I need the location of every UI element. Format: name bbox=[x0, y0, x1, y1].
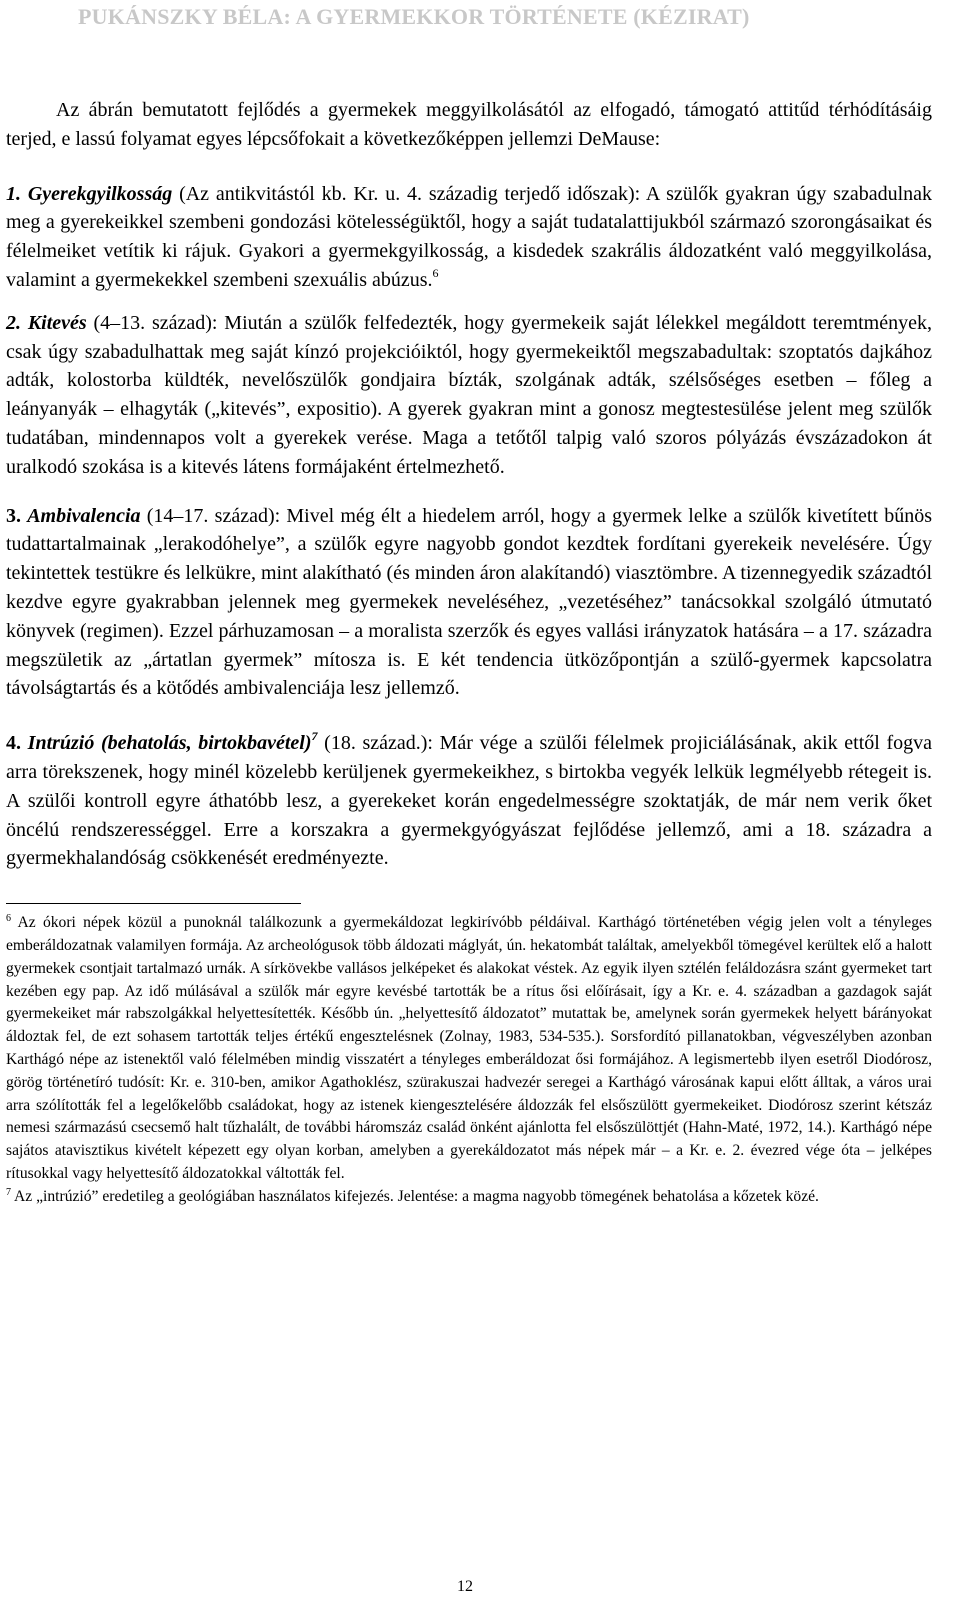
page-content bbox=[6, 96, 932, 1208]
section-4-number: 4. bbox=[6, 732, 21, 755]
section-1-period: (Az antikvitástól kb. Kr. u. 4. bbox=[179, 182, 423, 205]
section-2-paragraph bbox=[6, 309, 932, 482]
footnotes bbox=[6, 912, 932, 1208]
section-2-text: század): Miután a szülők felfedezték, hogy gyermekeik saját lélekkel megáldott teremtmények, csak úgy szabadulhattak meg saját kínzó projekcióiktól, hogy gyermekeiktől megszabadultak: szoptatós dajkához adták, kolostorba küldték, nevelőszülők gondjaira bízták, szolgának adták, szélsőséges esetben – főleg a leányanyák – elhagyták („kitevés”, expositio). A gyerek gyakran mint a gonosz megtestesülése jelent meg szülők tudatában, mindennapos volt a gyerekek verése. Maga a tetőtől talpig való szoros pólyázás évszázadokon át uralkodó szokása is a kitevés látens formájaként értelmezhető. bbox=[6, 311, 932, 478]
running-header: PUKÁNSZKY BÉLA: A GYERMEKKOR TÖRTÉNETE (KÉZIRAT) bbox=[78, 4, 750, 29]
footnote-6-text: Az ókori népek közül a punoknál találkozunk a gyermekáldozat legkirívóbb példáival. Karthágó történetében végig jelen volt a tényleges emberáldozatnak valamilyen formája. Az archeológusok több áldozati máglyát, ún. hekatombát találtak, amelyekből tömegével kerültek elő a halott gyermekek csontjait tartalmazó urnák. A sírkövekbe vallásos jelképeket és alakokat véstek. Az egyik ilyen sztélén feláldozásra szánt gyermeket tart kezében egy pap. Az idő múlásával a szülők már egyre kevésbé tartották be a rítus ősi előírásait, így a Kr. e. 4. században a gazdagok saját gyermekeiket már rabszolgákkal helyettesítették. Később ún. „helyettesítő áldozatot” mutattak be, amelynek során gyermekek helyett bárányokat áldoztak fel, de ezt sohasem tartották teljes értékű engesztelésnek (Zolnay, 1983, 534-535.). Sorsfordító pillanatokban, végveszélyben azonban Karthágó népe az istenektől való félelmében mindig visszatért a tényleges emberáldozat ősi formájához. A legismertebb ilyen esetről Diodórosz, görög történetíró tudósít: Kr. e. 310-ben, amikor Agathoklész, szürakuszai hadvezér seregei a Karthágó városának kapui előtt álltak, a város urai arra szólították fel a legelőkelőbb családokat, hogy az istenek kiengesztelésére áldozzák fel elsőszülött gyermekeiket. Diodórosz szerint kétszáz nemesi származású csecsemő halt tűzhalált, de további háromszáz család önként ajánlotta fel elsőszülöttjét (Hahn-Maté, 1972, 14.). Karthágó népe sajátos atavisztikus kivételt képezett egy olyan korban, amelyben a gyerekáldozatot más népek már – a Kr. e. 2. évezred vége óta – jelképes rítusokkal vagy helyettesítő áldozatokkal váltották fel. bbox=[6, 914, 932, 1182]
footnote-7-marker: 7 bbox=[6, 1186, 11, 1198]
section-2-term: Kitevés bbox=[27, 311, 87, 334]
section-4-period: (18. század.): bbox=[324, 732, 433, 755]
section-3-paragraph bbox=[6, 502, 932, 704]
section-2-number: 2. bbox=[6, 311, 21, 334]
footnote-ref-7: 7 bbox=[311, 729, 318, 744]
section-3-text: század): Mivel még élt a hiedelem arról, hogy a gyermek lelke a szülők kivetített bűnös tudattartalmainak „lerakodóhelye”, a szülők egyre nagyobb gondot kezdtek fordítani gyerekeik nevelésére. Úgy tekintettek testükre és lelkükre, mint alakítható (és minden áron alakítandó) viasztömbre. A tizennegyedik századtól kezdve egyre gyakrabban jelennek meg gyermekek neveléséhez, „vezetéséhez” tanácsokkal szolgáló útmutató könyvek (regimen). Ezzel párhuzamosan – a moralista szerzők és egyes vallási irányzatok hatására – a 17. századra megszületik az „ártatlan gyermek” mítosza is. E két tendencia ütközőpontján a szülő-gyermek kapcsolatra távolságtartás és a kötődés ambivalenciája lesz jellemző. bbox=[6, 504, 933, 700]
footnote-7 bbox=[6, 1186, 932, 1209]
footnote-divider bbox=[6, 903, 301, 904]
section-3-term: Ambivalencia bbox=[27, 504, 141, 527]
section-3-number: 3. bbox=[6, 504, 21, 527]
intro-paragraph: Az ábrán bemutatott fejlődés a gyermekek meggyilkolásától az elfogadó, támogató attitűd térhódításáig terjed, e lassú folyamat egyes lépcsőfokait a következőképpen jellemzi DeMause: bbox=[6, 99, 932, 150]
section-1-number: 1. bbox=[6, 182, 21, 205]
section-1-term: Gyerekgyilkosság bbox=[27, 182, 173, 205]
section-4-text: Már vége a szülői félelmek projiciálásának, akik ettől fogva arra törekszenek, hogy minél közelebb kerüljenek gyermekeikhez, s birtokba vegyék lelkük legmélyebb rétegeit is. A szülői kontroll egyre áthatóbb lesz, a gyerekeket korán engedelmességre szoktatják, de már nem verik őket öncélú rendszerességgel. Erre a korszakra a gyermekgyógyászat fejlődése jellemző, ami a 18. századra a gyermekhalandóság csökkenését eredményezte. bbox=[6, 732, 933, 870]
section-4-paragraph bbox=[6, 729, 932, 873]
section-1-paragraph bbox=[6, 180, 932, 295]
footnote-6 bbox=[6, 912, 932, 1186]
section-4-term: Intrúzió (behatolás, birtokbavétel) bbox=[27, 732, 312, 755]
section-3-period: (14–17. bbox=[146, 504, 209, 527]
footnote-ref-6: 6 bbox=[432, 265, 439, 280]
footnote-7-text: Az „intrúzió” eredetileg a geológiában használatos kifejezés. Jelentése: a magma nagyobb tömegének behatolása a kőzetek közé. bbox=[14, 1187, 819, 1205]
footnote-6-marker: 6 bbox=[6, 913, 11, 925]
section-2-period: (4–13. bbox=[93, 311, 146, 334]
page-number: 12 bbox=[457, 1578, 473, 1595]
section-1-text: századig terjedő időszak): A szülők gyakran úgy szabadulnak meg a gyerekeikkel szembeni gondozási kötelességüktől, hogy a saját tudatalattijukból származó szorongásaikat és félelmeiket vetítik ki rájuk. Gyakori a gyermekgyilkosság, a kisdedek szakrális áldozatként való meggyilkolása, valamint a gyermekekkel szembeni szexuális abúzus. bbox=[6, 182, 933, 291]
